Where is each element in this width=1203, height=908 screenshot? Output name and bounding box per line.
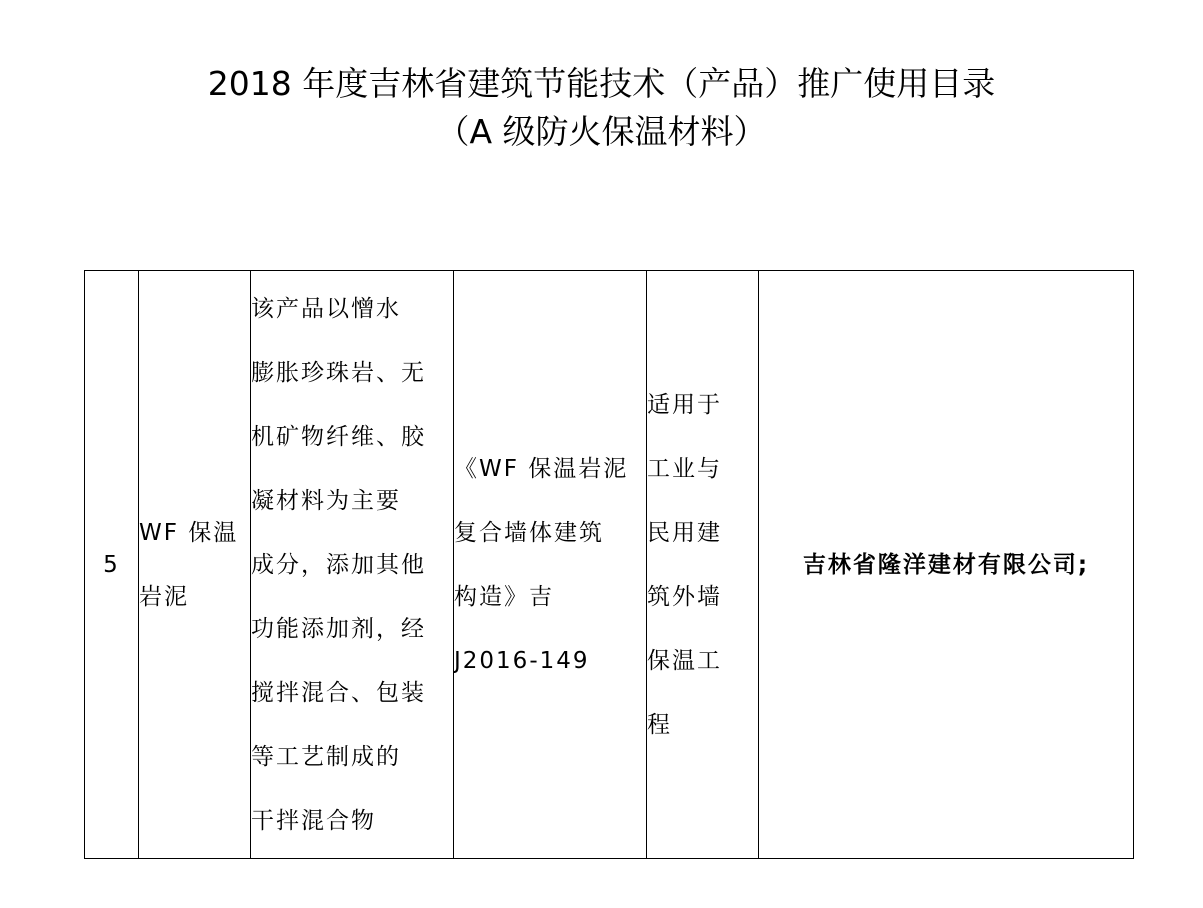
catalog-table [84,270,1134,859]
product-name-line: 岩泥 [139,583,189,610]
scope-line: 筑外墙 [647,583,722,610]
description-line: 膨胀珍珠岩、无 [251,359,426,386]
standard-line: J2016-149 [454,647,590,674]
scope-line: 程 [647,711,672,738]
description-line: 该产品以憎水 [251,295,401,322]
row-number: 5 [103,551,120,578]
description-cell [251,271,454,859]
scope-line: 适用于 [647,391,722,418]
description-line: 搅拌混合、包装 [251,679,426,706]
standard-line: 复合墙体建筑 [454,519,604,546]
scope-cell [647,271,759,859]
page-subtitle: （A 级防火保温材料） [436,112,767,151]
table-row [85,271,1134,859]
product-name-line: WF 保温 [139,519,239,546]
page-title: 2018 年度吉林省建筑节能技术（产品）推广使用目录 [207,64,996,103]
scope-line: 保温工 [647,647,722,674]
standard-line: 构造》吉 [454,583,554,610]
scope-line: 民用建 [647,519,722,546]
description-line: 成分，添加其他 [251,551,426,578]
product-name-cell [139,271,251,859]
description-line: 等工艺制成的 [251,743,401,770]
scope-line: 工业与 [647,455,722,482]
description-line: 干拌混合物 [251,807,376,834]
row-number-cell [85,271,139,859]
standard-line: 《WF 保温岩泥 [454,455,629,482]
description-line: 机矿物纤维、胶 [251,423,426,450]
company-name: 吉林省隆洋建材有限公司; [802,551,1090,578]
description-line: 功能添加剂，经 [251,615,426,642]
standard-cell [454,271,647,859]
description-line: 凝材料为主要 [251,487,401,514]
company-cell [759,271,1134,859]
